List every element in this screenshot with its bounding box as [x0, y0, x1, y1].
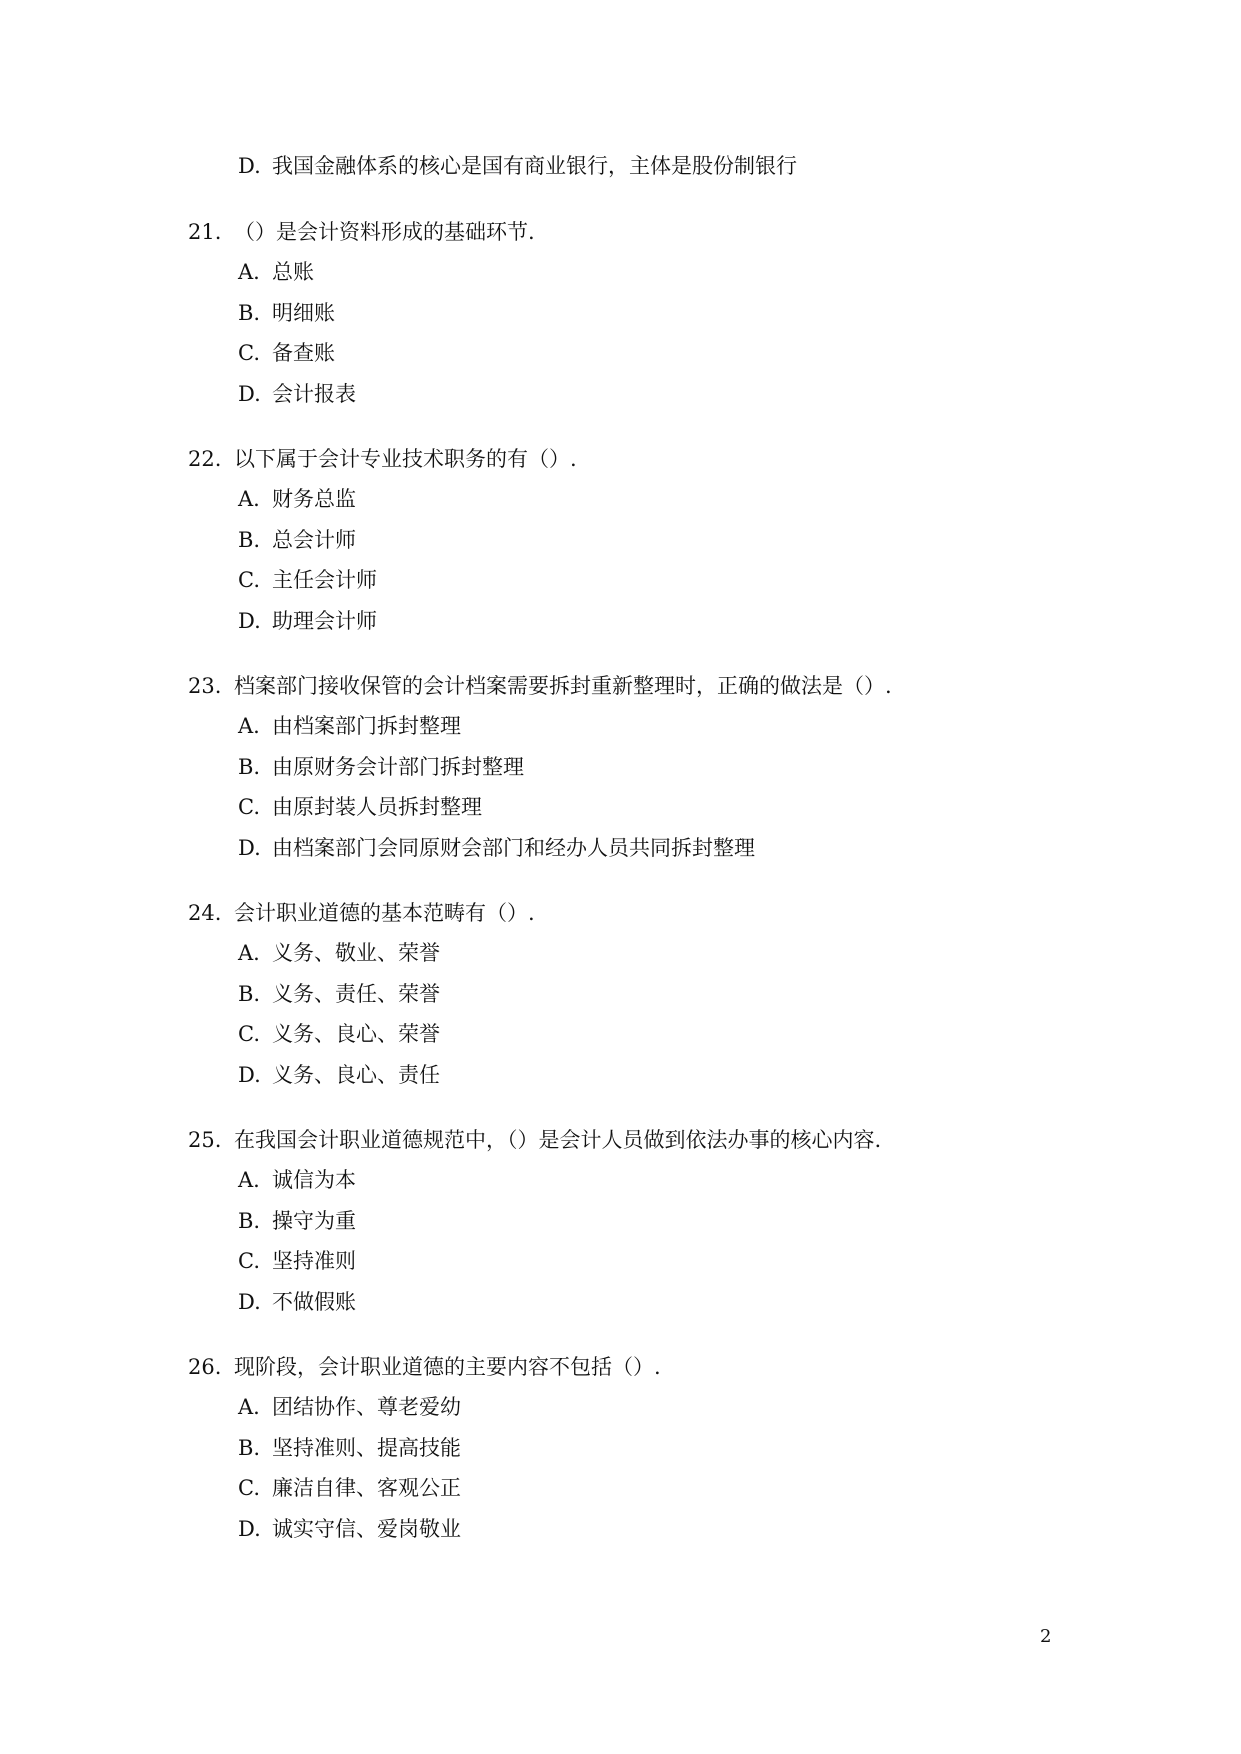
option-letter: B.: [238, 982, 261, 1006]
question-25-option-a: [238, 1166, 356, 1194]
option-letter: B.: [238, 528, 261, 552]
option-letter: B.: [238, 1436, 261, 1460]
option-letter: D.: [238, 609, 261, 633]
question-23-option-b: [238, 753, 524, 781]
option-letter: C.: [238, 1249, 260, 1273]
question-stem-24: [188, 899, 535, 927]
question-number: 23.: [188, 674, 222, 698]
option-letter: A.: [238, 487, 260, 511]
option-letter: D.: [238, 1063, 261, 1087]
carryover-option: [238, 152, 797, 180]
option-text: 义务、良心、荣誉: [272, 1022, 440, 1046]
option-letter: A.: [238, 941, 260, 965]
option-letter: A.: [238, 1168, 260, 1192]
option-text: 备查账: [272, 341, 335, 365]
question-21-option-a: [238, 258, 314, 286]
option-letter: B.: [238, 301, 261, 325]
question-25-option-b: [238, 1207, 356, 1235]
option-text: 义务、敬业、荣誉: [272, 941, 440, 965]
option-text: 坚持准则: [272, 1249, 356, 1273]
option-text: 主任会计师: [272, 568, 377, 592]
question-22-option-d: [238, 607, 377, 635]
question-23-option-c: [238, 793, 482, 821]
question-25-option-c: [238, 1247, 356, 1275]
question-text: 在我国会计职业道德规范中，（）是会计人员做到依法办事的核心内容.: [234, 1128, 882, 1152]
option-letter: C.: [238, 568, 260, 592]
question-26-option-b: [238, 1434, 461, 1462]
question-22-option-c: [238, 566, 377, 594]
question-24-option-c: [238, 1020, 440, 1048]
option-text: 不做假账: [272, 1290, 356, 1314]
option-text: 义务、良心、责任: [272, 1063, 440, 1087]
question-text: 现阶段，会计职业道德的主要内容不包括（）.: [234, 1355, 661, 1379]
option-text: 坚持准则、提高技能: [272, 1436, 461, 1460]
question-24-option-d: [238, 1061, 440, 1089]
option-text: 助理会计师: [272, 609, 377, 633]
question-number: 24.: [188, 901, 222, 925]
question-number: 26.: [188, 1355, 222, 1379]
question-25-option-d: [238, 1288, 356, 1316]
option-text: 由档案部门会同原财会部门和经办人员共同拆封整理: [272, 836, 755, 860]
option-text: 财务总监: [272, 487, 356, 511]
question-stem-25: [188, 1126, 881, 1154]
option-letter: C.: [238, 795, 260, 819]
question-21-option-c: [238, 339, 335, 367]
option-letter: A.: [238, 1395, 260, 1419]
option-text: 总会计师: [272, 528, 356, 552]
option-letter: D.: [238, 1290, 261, 1314]
question-26-option-a: [238, 1393, 461, 1421]
option-letter: C.: [238, 1022, 260, 1046]
question-21-option-b: [238, 299, 335, 327]
option-text: 明细账: [272, 301, 335, 325]
option-letter: D.: [238, 836, 261, 860]
option-text: 诚实守信、爱岗敬业: [272, 1517, 461, 1541]
option-letter: D.: [238, 1517, 261, 1541]
question-text: 会计职业道德的基本范畴有（）.: [234, 901, 535, 925]
page-number: 2: [1040, 1626, 1052, 1647]
question-number: 22.: [188, 447, 222, 471]
option-text: 诚信为本: [272, 1168, 356, 1192]
question-23-option-d: [238, 834, 755, 862]
question-text: 档案部门接收保管的会计档案需要拆封重新整理时，正确的做法是（）.: [234, 674, 892, 698]
question-22-option-a: [238, 485, 356, 513]
question-stem-26: [188, 1353, 661, 1381]
option-letter: D.: [238, 154, 261, 178]
option-text: 我国金融体系的核心是国有商业银行，主体是股份制银行: [272, 154, 797, 178]
option-text: 总账: [272, 260, 314, 284]
question-text: 以下属于会计专业技术职务的有（）.: [234, 447, 577, 471]
option-text: 廉洁自律、客观公正: [272, 1476, 461, 1500]
option-letter: A.: [238, 714, 260, 738]
question-stem-21: [188, 218, 535, 246]
option-text: 由档案部门拆封整理: [272, 714, 461, 738]
question-number: 21.: [188, 220, 222, 244]
question-24-option-a: [238, 939, 440, 967]
option-text: 操守为重: [272, 1209, 356, 1233]
question-stem-22: [188, 445, 577, 473]
option-text: 会计报表: [272, 382, 356, 406]
option-text: 由原财务会计部门拆封整理: [272, 755, 524, 779]
question-26-option-d: [238, 1515, 461, 1543]
question-21-option-d: [238, 380, 356, 408]
question-stem-23: [188, 672, 892, 700]
option-letter: D.: [238, 382, 261, 406]
question-number: 25.: [188, 1128, 222, 1152]
option-letter: A.: [238, 260, 260, 284]
question-22-option-b: [238, 526, 356, 554]
option-letter: B.: [238, 1209, 261, 1233]
question-text: （）是会计资料形成的基础环节.: [234, 220, 535, 244]
option-text: 团结协作、尊老爱幼: [272, 1395, 461, 1419]
question-24-option-b: [238, 980, 440, 1008]
option-letter: C.: [238, 341, 260, 365]
option-letter: C.: [238, 1476, 260, 1500]
question-23-option-a: [238, 712, 461, 740]
option-text: 义务、责任、荣誉: [272, 982, 440, 1006]
option-text: 由原封装人员拆封整理: [272, 795, 482, 819]
option-letter: B.: [238, 755, 261, 779]
question-26-option-c: [238, 1474, 461, 1502]
